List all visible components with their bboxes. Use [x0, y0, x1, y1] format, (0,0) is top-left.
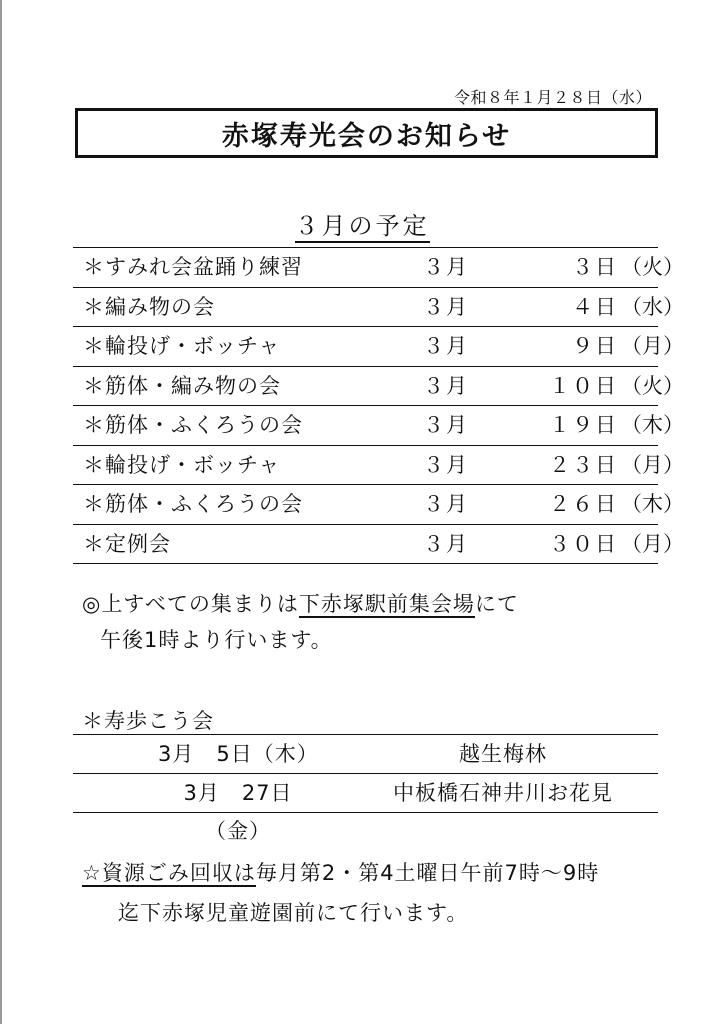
walk-heading: ＊寿歩こう会 [82, 709, 214, 733]
walk-row [73, 774, 658, 843]
event-month: ３月 [423, 531, 469, 556]
recycling-label: ☆資源ごみ回収は [82, 861, 256, 885]
event-name: ＊輪投げ・ボッチャ [83, 452, 281, 477]
event-weekday: （月） [621, 531, 684, 556]
issue-date: 令和８年１月２８日（水） [453, 88, 652, 107]
event-day: ３日 [572, 255, 618, 279]
event-month: ３月 [423, 492, 469, 516]
event-weekday: （火） [621, 255, 684, 279]
walk-place: 中板橋石神井川お花見 [393, 781, 613, 805]
event-name: ＊筋体・ふくろうの会 [83, 492, 303, 516]
event-month: ３月 [423, 334, 469, 358]
event-day: １９日 [549, 413, 618, 437]
event-day: ２３日 [549, 452, 618, 477]
schedule-table [73, 247, 684, 564]
walk-row [73, 735, 658, 774]
recycling-location: 迄下赤塚児童遊園前にて行います。 [118, 901, 469, 925]
schedule-row [73, 406, 684, 446]
event-weekday: （木） [621, 492, 684, 516]
event-name: ＊編み物の会 [83, 294, 215, 319]
schedule-row [73, 446, 684, 486]
recycling-note [82, 857, 599, 887]
recycling-schedule: 毎月第2・第4土曜日午前7時～9時 [255, 861, 600, 885]
schedule-row [73, 327, 684, 367]
venue-note-suffix: にて [474, 592, 519, 616]
venue-note [82, 588, 519, 618]
event-day: ３０日 [549, 531, 618, 556]
event-weekday: （月） [621, 452, 684, 477]
event-name: ＊輪投げ・ボッチャ [83, 334, 281, 358]
walk-table [73, 734, 658, 843]
walk-date: 3月 5日（木） [158, 742, 319, 766]
event-name: ＊筋体・ふくろうの会 [83, 413, 303, 437]
venue-name: 下赤塚駅前集会場 [298, 592, 475, 616]
event-name: ＊筋体・編み物の会 [83, 373, 281, 398]
schedule-heading [0, 206, 724, 241]
event-day: ９日 [572, 334, 618, 358]
event-weekday: （月） [621, 334, 684, 358]
event-weekday: （水） [621, 294, 684, 319]
event-month: ３月 [423, 294, 469, 319]
schedule-heading-text: ３月の予定 [295, 212, 430, 243]
event-month: ３月 [423, 452, 469, 477]
event-month: ３月 [423, 413, 469, 437]
venue-note-prefix: ◎上すべての集まりは [82, 592, 299, 616]
schedule-row [73, 525, 684, 565]
event-name: ＊すみれ会盆踊り練習 [83, 255, 303, 279]
schedule-row [73, 485, 684, 525]
walk-date: 3月 27日（金） [183, 781, 293, 843]
event-day: ４日 [572, 294, 618, 319]
schedule-row [73, 288, 684, 328]
event-day: １０日 [549, 373, 618, 398]
event-name: ＊定例会 [83, 531, 171, 556]
title-text: 赤塚寿光会のお知らせ [221, 120, 512, 152]
schedule-row [73, 248, 684, 288]
page-title [75, 108, 658, 158]
scan-edge [0, 0, 2, 1024]
event-month: ３月 [423, 255, 469, 279]
event-weekday: （木） [621, 413, 684, 437]
time-note: 午後1時より行います。 [100, 628, 333, 652]
event-day: ２６日 [549, 492, 618, 516]
event-weekday: （火） [621, 373, 684, 398]
event-month: ３月 [423, 373, 469, 398]
schedule-row [73, 367, 684, 407]
walk-place: 越生梅林 [459, 742, 547, 766]
